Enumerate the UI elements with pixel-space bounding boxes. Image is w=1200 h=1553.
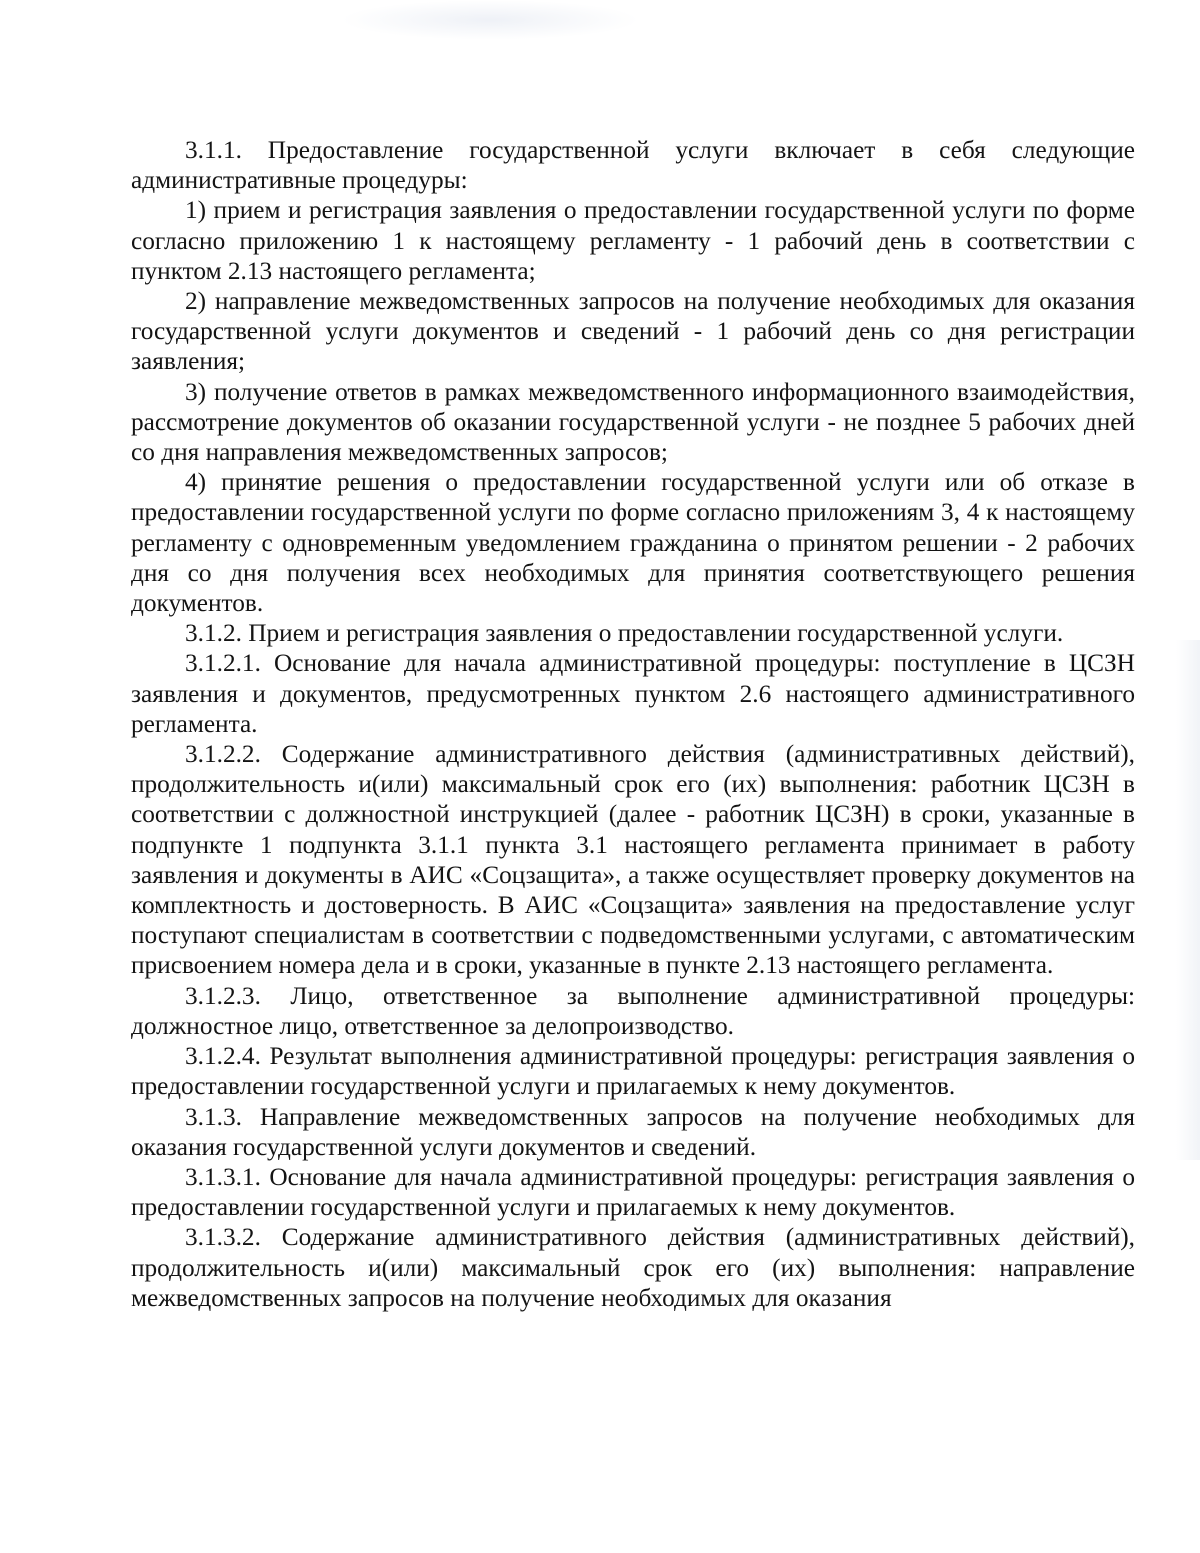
scan-artifact — [340, 0, 640, 40]
paragraph-3-1-2-4: 3.1.2.4. Результат выполнения административной процедуры: регистрация заявления о предоставлении государственной услуги и прилагаемых к нему документов. — [131, 1042, 1135, 1101]
paragraph-item-3: 3) получение ответов в рамках межведомственного информационного взаимодействия, рассмотрение документов об оказании государственной услуги - не позднее 5 рабочих дней со дня направления межведомственных запросов; — [131, 377, 1135, 467]
paragraph-3-1-1: 3.1.1. Предоставление государственной услуги включает в себя следующие административные процедуры: — [131, 136, 1135, 195]
paragraph-3-1-2: 3.1.2. Прием и регистрация заявления о предоставлении государственной услуги. — [185, 619, 1064, 648]
paragraph-3-1-2-2: 3.1.2.2. Содержание административного действия (административных действий), продолжительность и(или) максимальный срок его (их) выполнения: работник ЦСЗН в соответствии с должностной инструкцией (далее - работник ЦСЗН) в сроки, указанные в подпункте 1 подпункта 3.1.1 пункта 3.1 настоящего регламента принимает в работу заявления и документы в АИС «Соцзащита», а также осуществляет проверку документов на комплектность и достоверность. В АИС «Соцзащита» заявления на предоставление услуг поступают специалистам в соответствии с подведомственными услугами, с автоматическим присвоением номера дела и в сроки, указанные в пункте 2.13 настоящего регламента. — [131, 740, 1135, 980]
paragraph-3-1-2-1: 3.1.2.1. Основание для начала административной процедуры: поступление в ЦСЗН заявления и документов, предусмотренных пунктом 2.6 настоящего административного регламента. — [131, 649, 1135, 738]
document-page — [131, 135, 1135, 1313]
paragraph-3-1-3-2: 3.1.3.2. Содержание административного действия (административных действий), продолжительность и(или) максимальный срок его (их) выполнения: направление межведомственных запросов на получение необходимых для оказания — [131, 1223, 1135, 1312]
paragraph-3-1-3-1: 3.1.3.1. Основание для начала административной процедуры: регистрация заявления о предоставлении государственной услуги и прилагаемых к нему документов. — [131, 1162, 1135, 1222]
paragraph-item-2: 2) направление межведомственных запросов на получение необходимых для оказания государственной услуги документов и сведений - 1 рабочий день со дня регистрации заявления; — [131, 287, 1135, 376]
paragraph-item-1: 1) прием и регистрация заявления о предоставлении государственной услуги по форме согласно приложению 1 к настоящему регламенту - 1 рабочий день в соответствии с пунктом 2.13 настоящего регламента; — [131, 196, 1135, 285]
scan-edge-shadow — [1176, 640, 1200, 1160]
paragraph-3-1-3: 3.1.3. Направление межведомственных запросов на получение необходимых для оказания государственной услуги документов и сведений. — [131, 1102, 1135, 1161]
paragraph-item-4: 4) принятие решения о предоставлении государственной услуги или об отказе в предоставлении государственной услуги по форме согласно приложениям 3, 4 к настоящему регламенту с одновременным уведомлением гражданина о принятом решении - 2 рабочих дня со дня получения всех необходимых для принятия соответствующего решения документов. — [131, 468, 1135, 618]
paragraph-3-1-2-3: 3.1.2.3. Лицо, ответственное за выполнение административной процедуры: должностное лицо, ответственное за делопроизводство. — [131, 981, 1135, 1040]
